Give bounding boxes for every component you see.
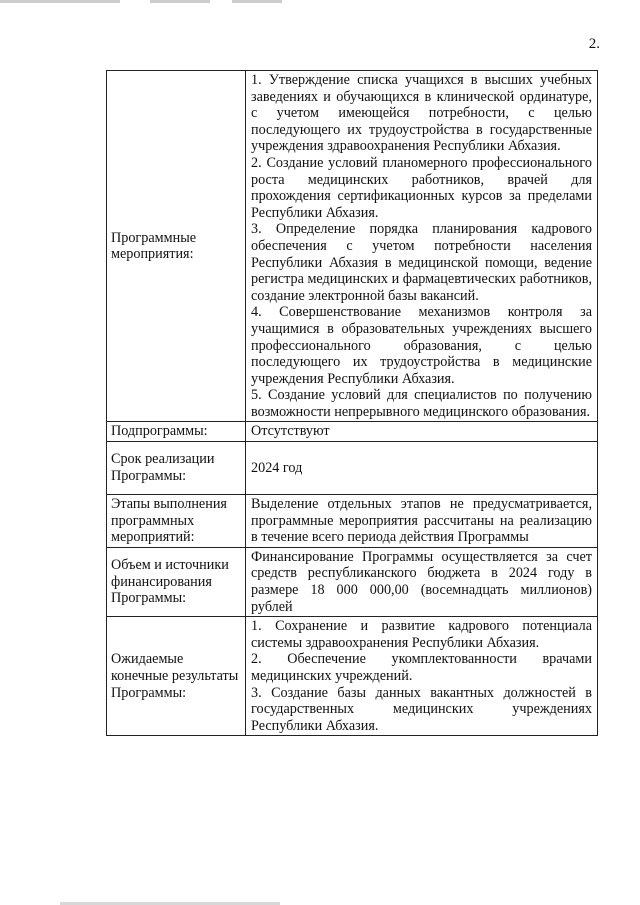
scan-edge-artifact (0, 0, 640, 6)
row-content: Выделение отдельных этапов не предусматривается, программные мероприятия рассчитаны на реализацию в течение всего периода действия Программы (246, 495, 598, 548)
row-label: Срок реализации Программы: (107, 442, 246, 495)
table-row-subprograms (107, 422, 598, 442)
table-row-program-activities (107, 71, 598, 422)
table-row-financing (107, 547, 598, 616)
row-label: Этапы выполнения программных мероприятий: (107, 495, 246, 548)
row-content: Финансирование Программы осуществляется за счет средств республиканского бюджета в 2024 году в размере 18 000 000,00 (восемнадцать миллионов) рублей (246, 547, 598, 616)
row-content (246, 71, 598, 422)
page-number: 2. (588, 36, 600, 52)
list-item: 1. Утверждение списка учащихся в высших учебных заведениях и обучающихся в клинической ординатуре, с учетом имеющейся потребности, с целью последующего их трудоустройства в государственные учреждения здравоохранения Республики Абхазия. (251, 72, 592, 155)
row-label: Программные мероприятия: (107, 71, 246, 422)
scan-edge-artifact (0, 899, 640, 905)
list-item: 2. Обеспечение укомплектованности врачами медицинских учреждений. (251, 651, 592, 684)
list-item: 3. Создание базы данных вакантных должностей в государственных медицинских учреждениях Республики Абхазия. (251, 684, 592, 734)
table-row-stages (107, 495, 598, 548)
row-content (246, 617, 598, 736)
list-item: 4. Совершенствование механизмов контроля за учащимися в образовательных учреждениях высшего профессионального образования, с целью последующего их трудоустройства в медицинские учреждения Республики Абхазия. (251, 304, 592, 387)
row-label: Ожидаемые конечные результаты Программы: (107, 617, 246, 736)
row-label: Подпрограммы: (107, 422, 246, 442)
row-content: 2024 год (246, 442, 598, 495)
list-item: 3. Определение порядка планирования кадрового обеспечения с учетом потребности населения Республики Абхазия в медицинской помощи, ведение регистра медицинских и фармацевтических работников, создание электронной базы вакансий. (251, 221, 592, 304)
program-passport-table (106, 70, 598, 736)
row-content: Отсутствуют (246, 422, 598, 442)
table-row-expected-results (107, 617, 598, 736)
list-item: 2. Создание условий планомерного профессионального роста медицинских работников, врачей для прохождения сертификационных курсов за пределами Республики Абхазия. (251, 154, 592, 221)
table-row-term (107, 442, 598, 495)
list-item: 1. Сохранение и развитие кадрового потенциала системы здравоохранения Республики Абхазия. (251, 618, 592, 651)
list-item: 5. Создание условий для специалистов по получению возможности непрерывного медицинского образования. (251, 387, 592, 420)
row-label: Объем и источники финансирования Программы: (107, 547, 246, 616)
